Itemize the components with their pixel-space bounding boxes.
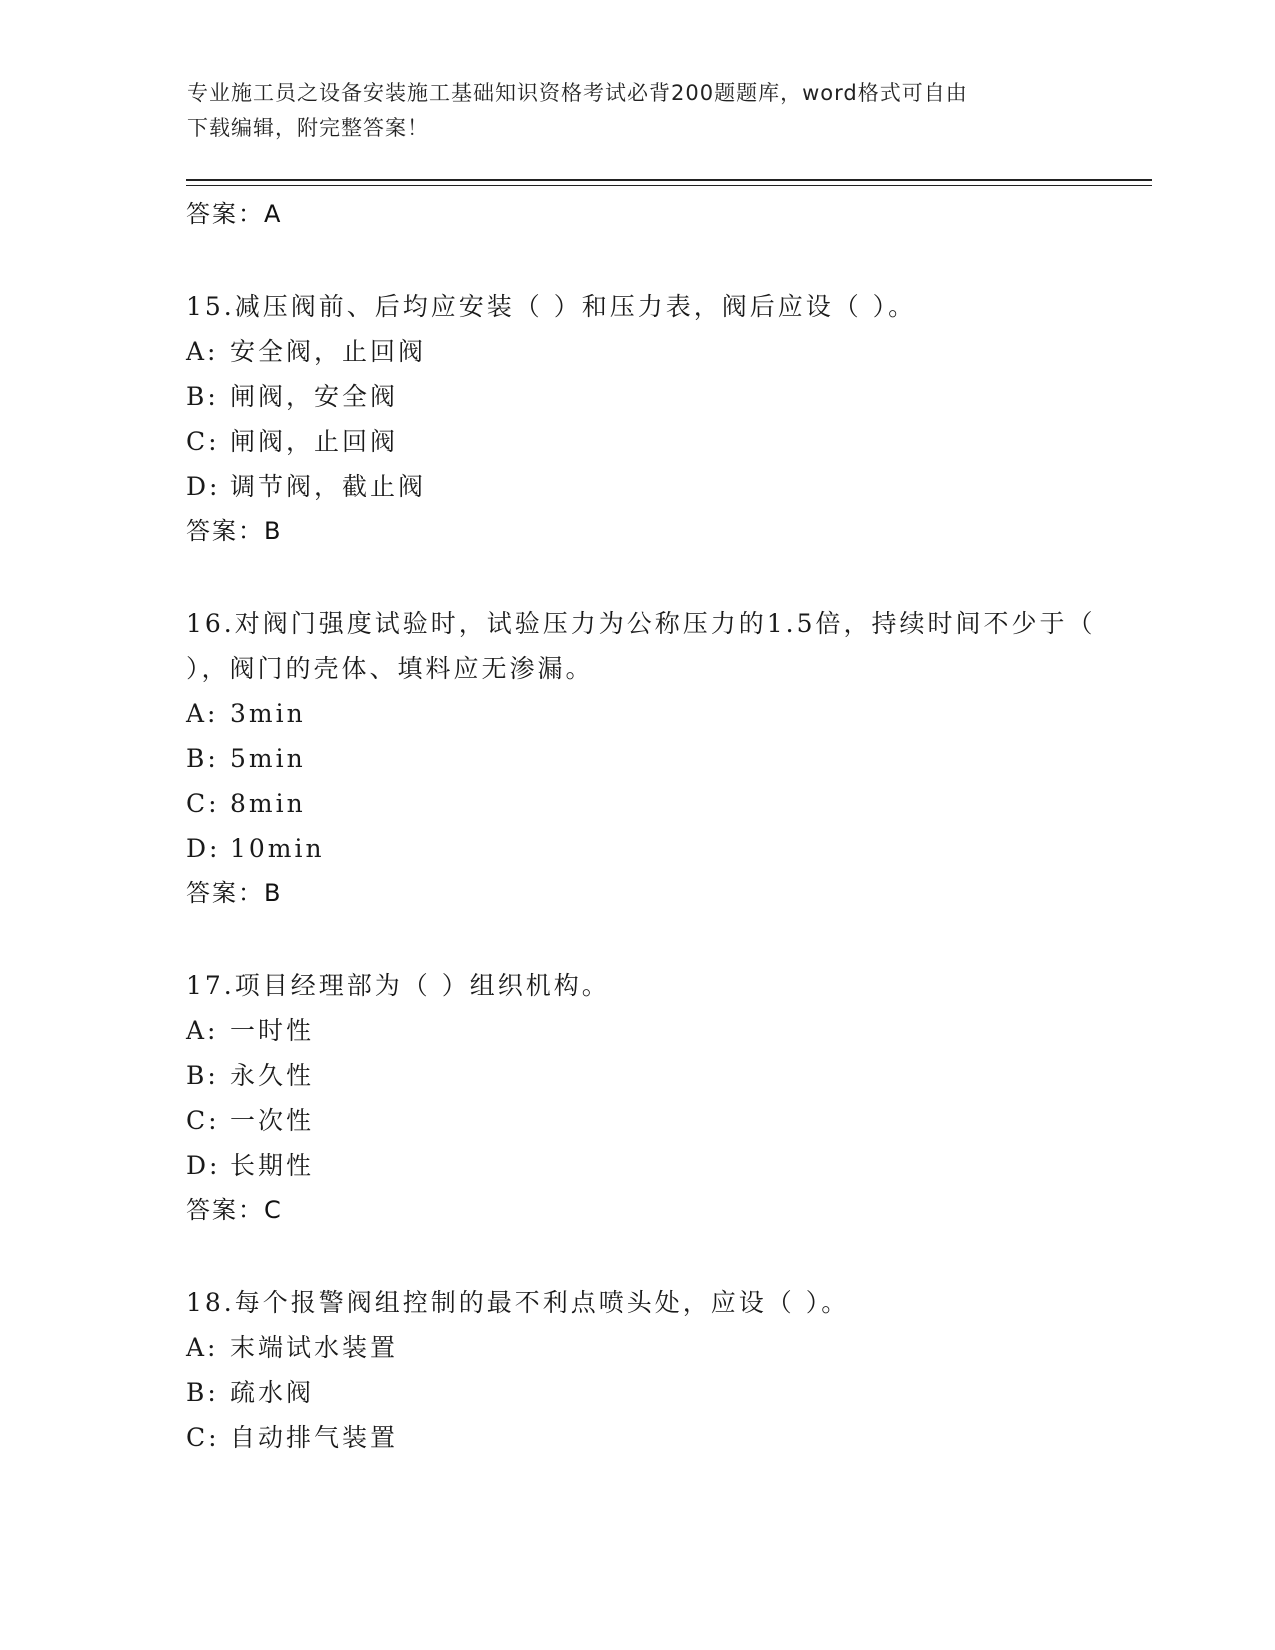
option-a (186, 691, 1106, 736)
question-stem: 18.每个报警阀组控制的最不利点喷头处，应设（ ）。 (186, 1288, 850, 1317)
option-key: C: (186, 789, 220, 818)
option-key: B: (186, 1378, 219, 1407)
option-key: C: (186, 1423, 220, 1452)
option-text: 10min (230, 834, 325, 863)
option-text: 末端试水装置 (230, 1333, 399, 1362)
question-stem: 16.对阀门强度试验时，试验压力为公称压力的1.5倍，持续时间不少于（ ），阀门的壳体、填料应无渗漏。 (186, 609, 1096, 683)
question-stem: 17.项目经理部为（ ）组织机构。 (186, 971, 610, 1000)
option-text: 5min (230, 744, 306, 773)
option-key: B: (186, 382, 219, 411)
option-text: 闸阀，安全阀 (230, 382, 399, 411)
option-a (186, 1008, 1106, 1053)
option-c (186, 1098, 1106, 1143)
previous-answer: 答案：A (186, 200, 283, 228)
question-15 (186, 284, 1106, 553)
option-a (186, 329, 1106, 374)
option-c (186, 1415, 1106, 1460)
option-key: B: (186, 1061, 219, 1090)
option-key: C: (186, 427, 220, 456)
option-key: D: (186, 834, 221, 863)
option-text: 自动排气装置 (230, 1423, 399, 1452)
option-text: 疏水阀 (230, 1378, 315, 1407)
question-18 (186, 1280, 1106, 1460)
option-d (186, 464, 1106, 509)
question-17 (186, 963, 1106, 1232)
option-key: A: (186, 1016, 219, 1045)
header-line-2: 下载编辑，附完整答案！ (187, 116, 429, 140)
option-text: 一时性 (230, 1016, 315, 1045)
option-text: 闸阀，止回阀 (230, 427, 399, 456)
option-text: 永久性 (230, 1061, 315, 1090)
option-text: 3min (230, 699, 306, 728)
option-b (186, 1370, 1106, 1415)
option-key: A: (186, 337, 219, 366)
answer-line: 答案：B (186, 879, 283, 907)
option-text: 长期性 (230, 1151, 315, 1180)
option-d (186, 1143, 1106, 1188)
header-divider (186, 179, 1152, 181)
option-c (186, 419, 1106, 464)
option-key: D: (186, 472, 221, 501)
option-a (186, 1325, 1106, 1370)
option-c (186, 781, 1106, 826)
answer-line: 答案：B (186, 517, 283, 545)
question-list (186, 192, 1106, 1460)
option-b (186, 374, 1106, 419)
header-line-1: 专业施工员之设备安装施工基础知识资格考试必背200题题库，word格式可自由 (187, 81, 968, 105)
option-text: 8min (230, 789, 306, 818)
option-text: 一次性 (230, 1106, 315, 1135)
header-divider-thin (186, 185, 1152, 186)
option-key: C: (186, 1106, 220, 1135)
option-key: B: (186, 744, 219, 773)
option-key: A: (186, 699, 219, 728)
question-stem: 15.减压阀前、后均应安装（ ）和压力表，阀后应设（ ）。 (186, 292, 917, 321)
option-b (186, 736, 1106, 781)
option-key: A: (186, 1333, 219, 1362)
document-header (187, 76, 1087, 146)
option-b (186, 1053, 1106, 1098)
option-d (186, 826, 1106, 871)
option-text: 安全阀，止回阀 (230, 337, 427, 366)
option-text: 调节阀，截止阀 (230, 472, 427, 501)
option-key: D: (186, 1151, 221, 1180)
answer-line: 答案：C (186, 1196, 283, 1224)
question-16 (186, 601, 1106, 915)
